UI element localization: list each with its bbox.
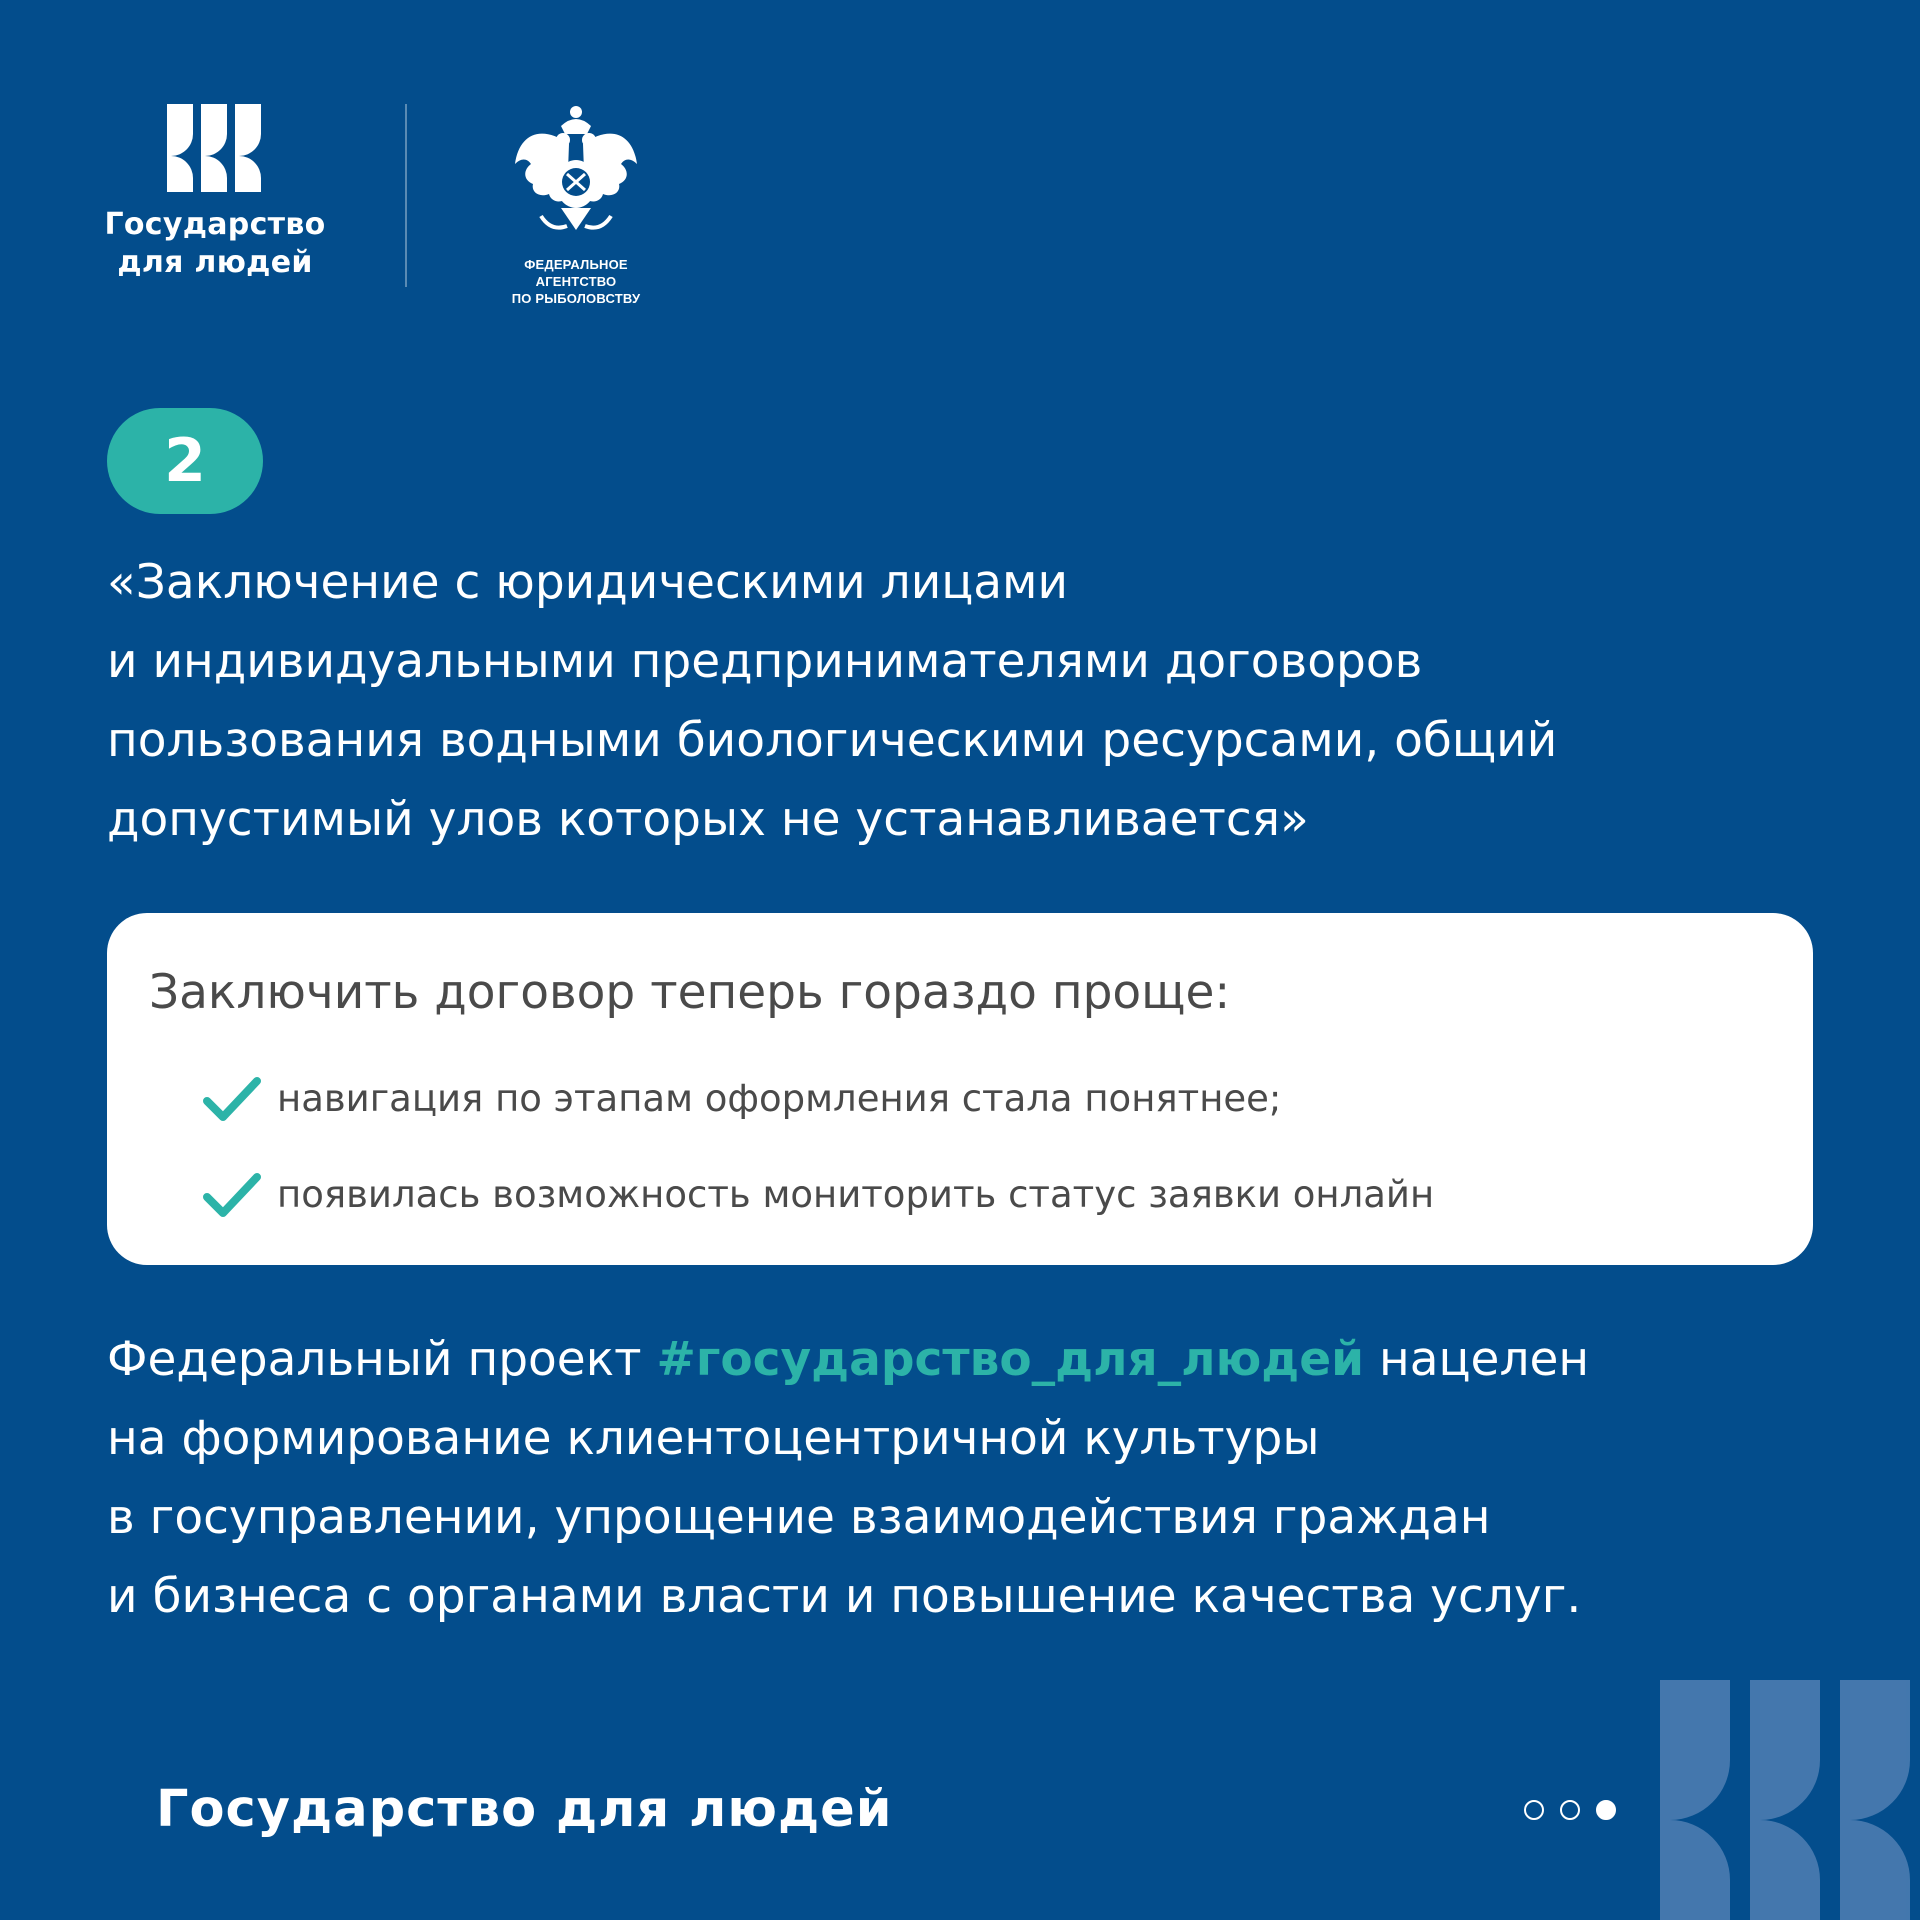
project-description-line: в госуправлении, упрощение взаимодействия граждан: [107, 1490, 1491, 1545]
benefit-item: [203, 1171, 1434, 1219]
slide-pager: [1524, 1800, 1616, 1820]
benefits-card-title: Заключить договор теперь гораздо проще:: [149, 965, 1231, 1020]
step-number-badge: 2: [107, 408, 263, 514]
agency-caption-line: ПО РЫБОЛОВСТВУ: [511, 291, 641, 306]
benefit-text: появилась возможность мониторить статус заявки онлайн: [277, 1173, 1435, 1216]
pager-dot[interactable]: [1560, 1800, 1580, 1820]
check-icon: [203, 1171, 261, 1219]
service-title-line: допустимый улов которых не устанавливается»: [107, 792, 1309, 847]
project-prefix: Федеральный проект: [107, 1332, 657, 1387]
pager-dot[interactable]: [1524, 1800, 1544, 1820]
service-title-line: пользования водными биологическими ресурсами, общий: [107, 713, 1558, 768]
project-hashtag[interactable]: #государство_для_людей: [656, 1332, 1365, 1387]
brand-caption: [104, 206, 326, 282]
agency-logo: [486, 104, 666, 307]
project-suffix: нацелен: [1364, 1332, 1590, 1387]
benefit-item: [203, 1075, 1281, 1123]
agency-caption: [486, 256, 666, 307]
service-title: [107, 543, 1807, 859]
project-description-line: на формирование клиентоцентричной культуры: [107, 1411, 1320, 1466]
footer-title: Государство для людей: [156, 1780, 893, 1839]
brand-logo: [104, 104, 326, 282]
service-title-line: «Заключение с юридическими лицами: [107, 555, 1069, 610]
benefit-text: навигация по этапам оформления стала понятнее;: [277, 1077, 1282, 1120]
brand-logo-watermark-icon: [1650, 1680, 1920, 1920]
project-description-line: и бизнеса с органами власти и повышение качества услуг.: [107, 1569, 1582, 1624]
pager-dot[interactable]: [1596, 1800, 1616, 1820]
brand-logo-icon: [163, 104, 267, 192]
agency-caption-line: ФЕДЕРАЛЬНОЕ АГЕНТСТВО: [524, 257, 628, 289]
header-divider: [405, 104, 407, 287]
coat-of-arms-icon: [511, 104, 641, 244]
check-icon: [203, 1075, 261, 1123]
project-description: [107, 1320, 1827, 1636]
brand-caption-line: Государство: [104, 207, 326, 242]
benefits-card: [107, 913, 1813, 1265]
project-description-line: [107, 1320, 1827, 1399]
brand-caption-line: для людей: [117, 245, 313, 280]
service-title-line: и индивидуальными предпринимателями договоров: [107, 634, 1423, 689]
